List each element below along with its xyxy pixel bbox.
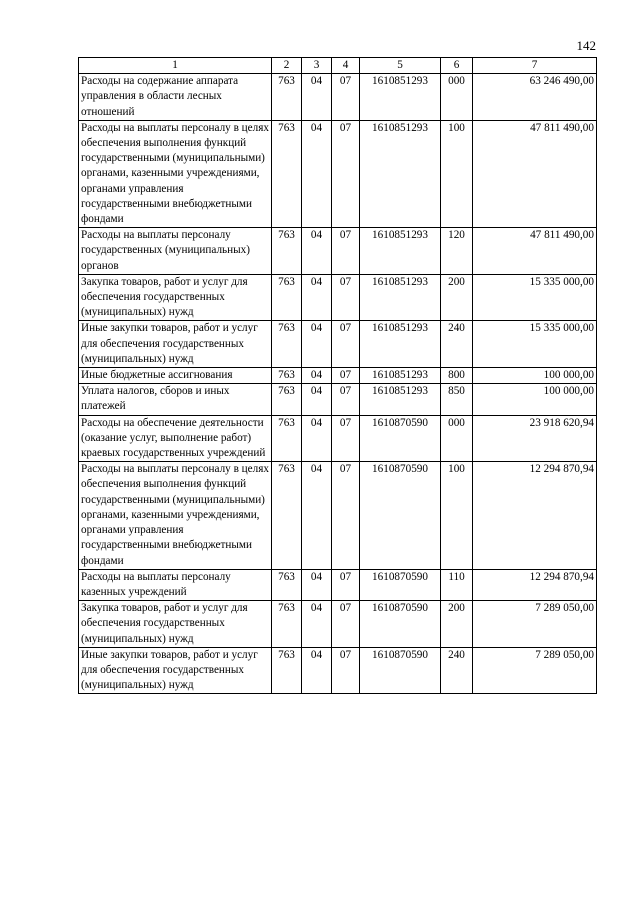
department-code: 763 (272, 384, 302, 415)
target-article-code: 1610851293 (360, 274, 441, 321)
column-header: 7 (473, 58, 597, 74)
expense-type-code: 000 (441, 74, 473, 121)
department-code: 763 (272, 321, 302, 368)
department-code: 763 (272, 228, 302, 275)
amount: 7 289 050,00 (473, 601, 597, 648)
expense-type-code: 200 (441, 274, 473, 321)
target-article-code: 1610851293 (360, 120, 441, 227)
target-article-code: 1610870590 (360, 647, 441, 694)
target-article-code: 1610851293 (360, 74, 441, 121)
amount: 12 294 870,94 (473, 462, 597, 569)
amount: 47 811 490,00 (473, 120, 597, 227)
section-code: 04 (302, 368, 332, 384)
department-code: 763 (272, 647, 302, 694)
expense-name: Уплата налогов, сборов и иных платежей (79, 384, 272, 415)
expense-name: Закупка товаров, работ и услуг для обеспечения государственных (муниципальных) нужд (79, 601, 272, 648)
section-code: 04 (302, 120, 332, 227)
expense-type-code: 000 (441, 415, 473, 462)
section-code: 04 (302, 647, 332, 694)
column-header: 3 (302, 58, 332, 74)
target-article-code: 1610870590 (360, 601, 441, 648)
column-header: 4 (332, 58, 360, 74)
target-article-code: 1610851293 (360, 384, 441, 415)
expense-name: Расходы на выплаты персоналу в целях обеспечения выполнения функций государственными (муниципальными) органами, казенными учреждениями, органами управления государственными внебюджетными фондами (79, 462, 272, 569)
expense-type-code: 120 (441, 228, 473, 275)
table-row (79, 415, 597, 462)
target-article-code: 1610870590 (360, 415, 441, 462)
amount: 15 335 000,00 (473, 321, 597, 368)
column-header: 6 (441, 58, 473, 74)
department-code: 763 (272, 368, 302, 384)
subsection-code: 07 (332, 228, 360, 275)
table-row (79, 228, 597, 275)
subsection-code: 07 (332, 74, 360, 121)
table-row (79, 120, 597, 227)
subsection-code: 07 (332, 415, 360, 462)
department-code: 763 (272, 415, 302, 462)
department-code: 763 (272, 74, 302, 121)
table-row (79, 462, 597, 569)
column-header: 2 (272, 58, 302, 74)
subsection-code: 07 (332, 647, 360, 694)
section-code: 04 (302, 74, 332, 121)
expense-name: Закупка товаров, работ и услуг для обеспечения государственных (муниципальных) нужд (79, 274, 272, 321)
subsection-code: 07 (332, 274, 360, 321)
expense-name: Расходы на обеспечение деятельности (оказание услуг, выполнение работ) краевых государственных учреждений (79, 415, 272, 462)
expense-type-code: 240 (441, 647, 473, 694)
section-code: 04 (302, 321, 332, 368)
table-row (79, 601, 597, 648)
subsection-code: 07 (332, 384, 360, 415)
subsection-code: 07 (332, 368, 360, 384)
department-code: 763 (272, 462, 302, 569)
expense-name: Расходы на выплаты персоналу государственных (муниципальных) органов (79, 228, 272, 275)
subsection-code: 07 (332, 601, 360, 648)
table-row (79, 74, 597, 121)
amount: 100 000,00 (473, 368, 597, 384)
expense-type-code: 110 (441, 569, 473, 600)
amount: 63 246 490,00 (473, 74, 597, 121)
section-code: 04 (302, 384, 332, 415)
subsection-code: 07 (332, 120, 360, 227)
table-row (79, 569, 597, 600)
expense-name: Расходы на содержание аппарата управления в области лесных отношений (79, 74, 272, 121)
amount: 7 289 050,00 (473, 647, 597, 694)
expense-name: Расходы на выплаты персоналу казенных учреждений (79, 569, 272, 600)
department-code: 763 (272, 274, 302, 321)
section-code: 04 (302, 228, 332, 275)
target-article-code: 1610851293 (360, 228, 441, 275)
section-code: 04 (302, 415, 332, 462)
table-row (79, 647, 597, 694)
page-number: 142 (576, 38, 596, 53)
expense-name: Иные закупки товаров, работ и услуг для обеспечения государственных (муниципальных) нужд (79, 647, 272, 694)
amount: 23 918 620,94 (473, 415, 597, 462)
target-article-code: 1610870590 (360, 569, 441, 600)
department-code: 763 (272, 601, 302, 648)
target-article-code: 1610851293 (360, 321, 441, 368)
amount: 47 811 490,00 (473, 228, 597, 275)
expense-name: Иные закупки товаров, работ и услуг для обеспечения государственных (муниципальных) нужд (79, 321, 272, 368)
expense-type-code: 240 (441, 321, 473, 368)
expense-type-code: 200 (441, 601, 473, 648)
expense-type-code: 100 (441, 120, 473, 227)
column-header: 5 (360, 58, 441, 74)
amount: 12 294 870,94 (473, 569, 597, 600)
section-code: 04 (302, 274, 332, 321)
table-row (79, 274, 597, 321)
amount: 100 000,00 (473, 384, 597, 415)
expense-name: Иные бюджетные ассигнования (79, 368, 272, 384)
section-code: 04 (302, 462, 332, 569)
expense-type-code: 800 (441, 368, 473, 384)
amount: 15 335 000,00 (473, 274, 597, 321)
subsection-code: 07 (332, 462, 360, 569)
subsection-code: 07 (332, 569, 360, 600)
expense-type-code: 100 (441, 462, 473, 569)
target-article-code: 1610870590 (360, 462, 441, 569)
target-article-code: 1610851293 (360, 368, 441, 384)
expense-type-code: 850 (441, 384, 473, 415)
column-header: 1 (79, 58, 272, 74)
section-code: 04 (302, 569, 332, 600)
header-row (79, 58, 597, 74)
budget-table (78, 57, 597, 694)
table-row (79, 368, 597, 384)
section-code: 04 (302, 601, 332, 648)
expense-name: Расходы на выплаты персоналу в целях обеспечения выполнения функций государственными (муниципальными) органами, казенными учреждениями, органами управления государственными внебюджетными фондами (79, 120, 272, 227)
table-row (79, 384, 597, 415)
department-code: 763 (272, 120, 302, 227)
subsection-code: 07 (332, 321, 360, 368)
department-code: 763 (272, 569, 302, 600)
table-row (79, 321, 597, 368)
